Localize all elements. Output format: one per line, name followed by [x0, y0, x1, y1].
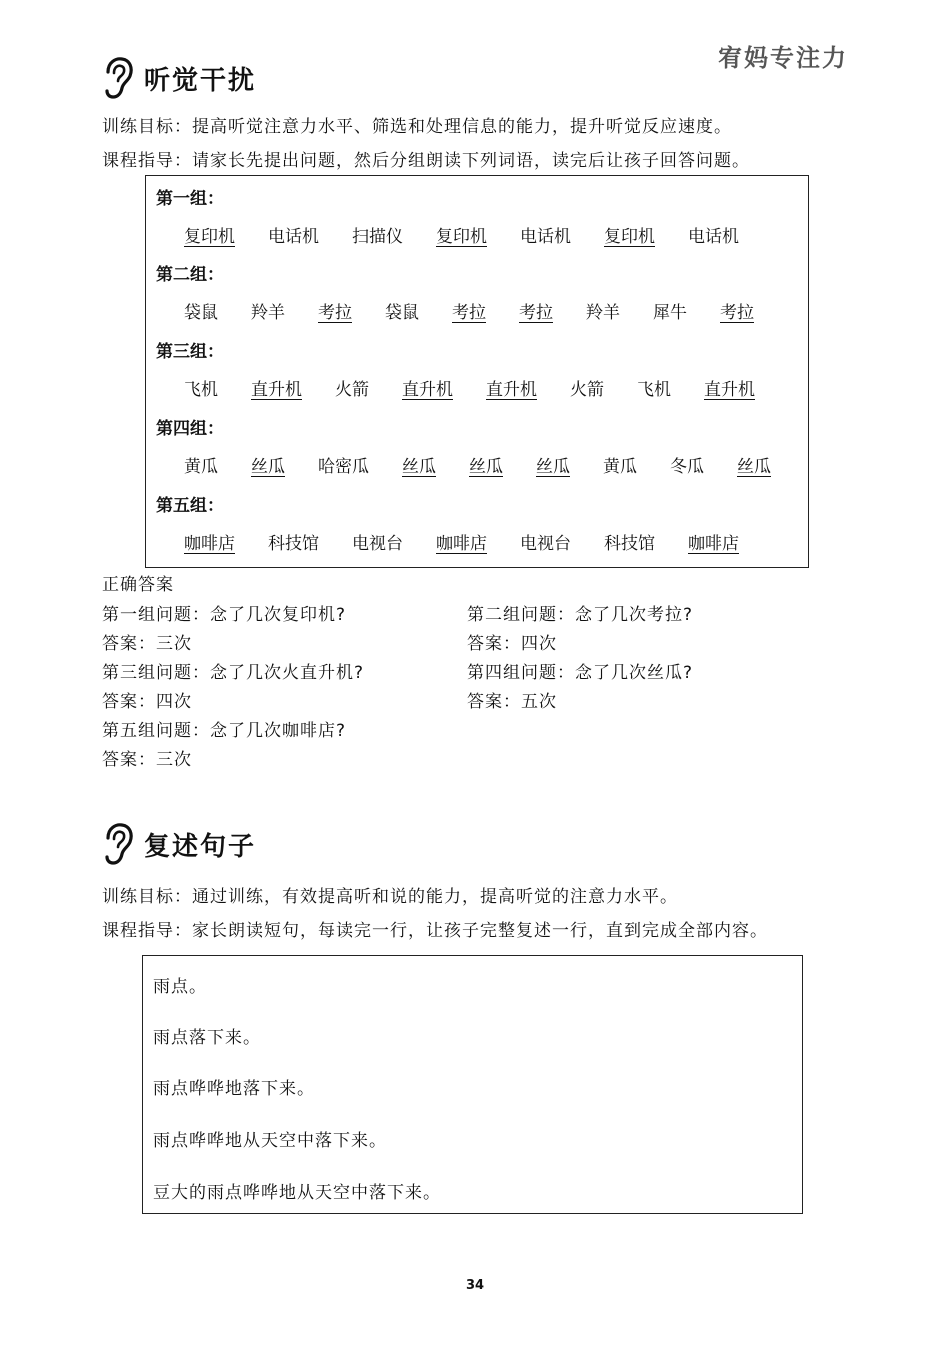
ear-icon: [100, 56, 134, 100]
word: 袋鼠: [184, 303, 218, 323]
word: 羚羊: [251, 303, 285, 323]
target-word: 丝瓜: [536, 457, 570, 477]
word: 袋鼠: [385, 303, 419, 323]
word: 科技馆: [268, 534, 319, 554]
answers-block: [102, 570, 842, 770]
word: 电视台: [520, 534, 571, 554]
course-guide-2: 课程指导：家长朗读短句，每读完一行，让孩子完整复述一行，直到完成全部内容。: [102, 921, 768, 941]
question-4: 第四组问题：念了几次丝瓜?: [467, 663, 694, 683]
answer-2: 答案：四次: [467, 634, 557, 654]
page-number: 34: [465, 1278, 485, 1293]
sentence-line: 豆大的雨点哗哗地从天空中落下来。: [153, 1183, 441, 1203]
target-word: 考拉: [452, 303, 486, 323]
target-word: 咖啡店: [184, 534, 235, 554]
question-3: 第三组问题：念了几次火直升机?: [102, 663, 365, 683]
target-word: 复印机: [604, 227, 655, 247]
section-title-repeat-sentences: [100, 822, 256, 866]
word: 飞机: [184, 380, 218, 400]
word: 电视台: [352, 534, 403, 554]
word-row: [184, 222, 792, 247]
question-5: 第五组问题：念了几次咖啡店?: [102, 721, 347, 741]
sentence-line: 雨点落下来。: [153, 1028, 261, 1048]
word: 犀牛: [653, 303, 687, 323]
group-label: 第一组：: [156, 189, 224, 209]
word: 黄瓜: [603, 457, 637, 477]
word: 冬瓜: [670, 457, 704, 477]
word: 黄瓜: [184, 457, 218, 477]
training-goal-2: 训练目标：通过训练，有效提高听和说的能力，提高听觉的注意力水平。: [102, 887, 678, 907]
target-word: 丝瓜: [402, 457, 436, 477]
group-label: 第五组：: [156, 496, 224, 516]
target-word: 复印机: [436, 227, 487, 247]
target-word: 直升机: [704, 380, 755, 400]
target-word: 丝瓜: [737, 457, 771, 477]
sentences-box: [142, 955, 803, 1214]
section-title-text: 听觉干扰: [144, 65, 257, 96]
sentence-line: 雨点哗哗地从天空中落下来。: [153, 1131, 387, 1151]
group-label: 第三组：: [156, 342, 224, 362]
word: 科技馆: [604, 534, 655, 554]
brand-label: 宥妈专注力: [718, 44, 848, 72]
word: 扫描仪: [352, 227, 403, 247]
answer-1: 答案：三次: [102, 634, 192, 654]
answers-title: 正确答案: [102, 575, 174, 595]
word-row: [184, 452, 792, 477]
answer-4: 答案：五次: [467, 692, 557, 712]
word: 羚羊: [586, 303, 620, 323]
section-title-text: 复述句子: [144, 831, 257, 862]
question-1: 第一组问题：念了几次复印机?: [102, 605, 347, 625]
word: 火箭: [335, 380, 369, 400]
target-word: 考拉: [519, 303, 553, 323]
training-goal: 训练目标：提高听觉注意力水平、筛选和处理信息的能力，提升听觉反应速度。: [102, 117, 732, 137]
section-title-listening-interference: [100, 56, 256, 100]
target-word: 考拉: [318, 303, 352, 323]
course-guide: 课程指导：请家长先提出问题，然后分组朗读下列词语，读完后让孩子回答问题。: [102, 151, 750, 171]
group-label: 第四组：: [156, 419, 224, 439]
word-row: [184, 529, 792, 554]
word: 电话机: [268, 227, 319, 247]
sentence-line: 雨点。: [153, 977, 207, 997]
word: 火箭: [570, 380, 604, 400]
question-2: 第二组问题：念了几次考拉?: [467, 605, 694, 625]
group-label: 第二组：: [156, 265, 224, 285]
target-word: 考拉: [720, 303, 754, 323]
word: 哈密瓜: [318, 457, 369, 477]
word-row: [184, 298, 792, 323]
target-word: 丝瓜: [251, 457, 285, 477]
target-word: 咖啡店: [436, 534, 487, 554]
target-word: 丝瓜: [469, 457, 503, 477]
target-word: 直升机: [402, 380, 453, 400]
answer-3: 答案：四次: [102, 692, 192, 712]
ear-icon: [100, 822, 134, 866]
word: 电话机: [520, 227, 571, 247]
word-row: [184, 375, 792, 400]
word: 电话机: [688, 227, 739, 247]
word-groups-box: [145, 175, 809, 568]
sentence-line: 雨点哗哗地落下来。: [153, 1079, 315, 1099]
target-word: 咖啡店: [688, 534, 739, 554]
answer-5: 答案：三次: [102, 750, 192, 770]
target-word: 直升机: [486, 380, 537, 400]
target-word: 直升机: [251, 380, 302, 400]
target-word: 复印机: [184, 227, 235, 247]
word: 飞机: [637, 380, 671, 400]
